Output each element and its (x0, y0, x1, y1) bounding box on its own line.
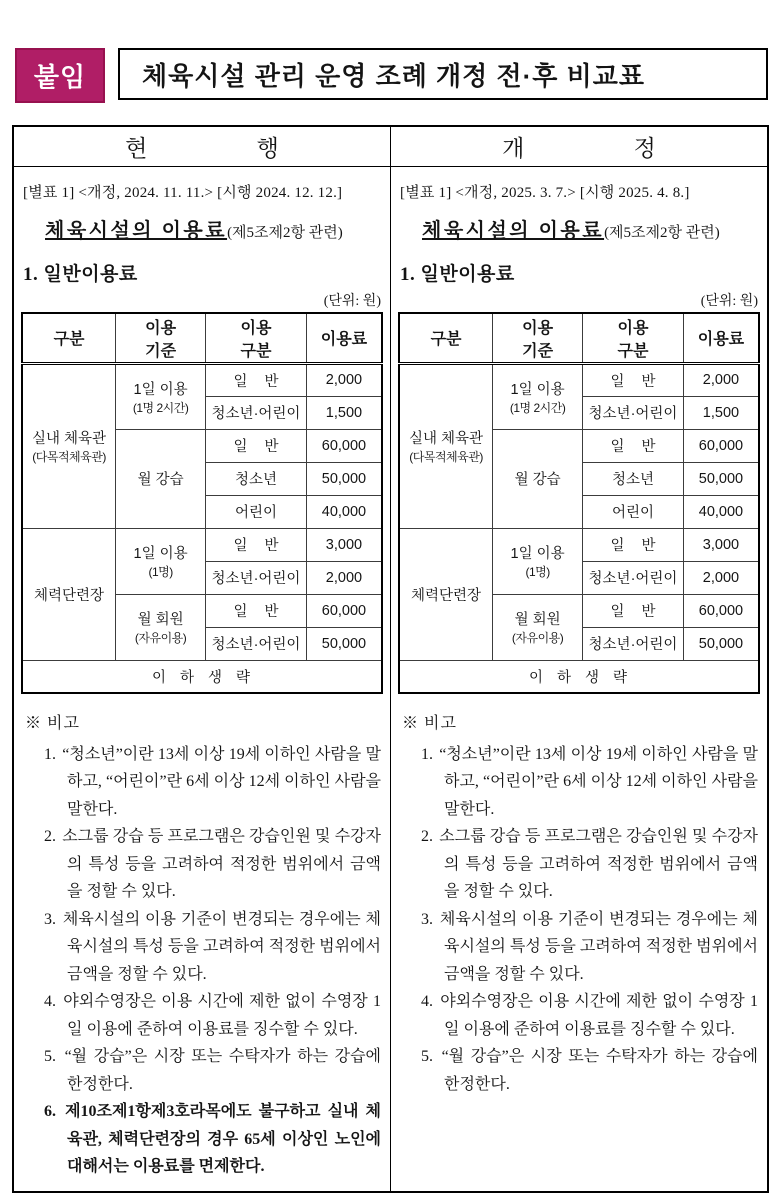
note-item: 4. 야외수영장은 이용 시간에 제한 없이 수영장 1일 이용에 준하여 이용료를 징수할 수 있다. (44, 993, 382, 1038)
fee-cell: 50,000 (683, 462, 759, 495)
omission-cell: 이 하 생 략 (399, 660, 759, 693)
revised-column-header: 개 정 (391, 126, 769, 166)
note-item: 2. 소그룹 강습 등 프로그램은 강습인원 및 수강자의 특성 등을 고려하여 적정한 범위에서 금액을 정할 수 있다. (421, 828, 759, 901)
current-column (13, 166, 391, 1192)
note-item: 5. “월 강습”은 시장 또는 수탁자가 하는 강습에 한정한다. (44, 1048, 381, 1093)
usertype-cell: 청소년 (583, 462, 684, 495)
fee-schedule-title-text: 체육시설의 이용료 (422, 219, 605, 242)
revision-meta: [별표 1] <개정, 2025. 3. 7.> [시행 2025. 4. 8.] (400, 184, 690, 201)
note-item: 4. 야외수영장은 이용 시간에 제한 없이 수영장 1일 이용에 준하여 이용료를 징수할 수 있다. (421, 993, 759, 1038)
fee-cell: 1,500 (306, 396, 382, 429)
usertype-cell: 일 반 (583, 594, 684, 627)
fee-cell: 2,000 (306, 561, 382, 594)
basis-cell: 월 강습 (116, 429, 206, 528)
note-item: 5. “월 강습”은 시장 또는 수탁자가 하는 강습에 한정한다. (421, 1048, 758, 1093)
note-item: 2. 소그룹 강습 등 프로그램은 강습인원 및 수강자의 특성 등을 고려하여 적정한 범위에서 금액을 정할 수 있다. (44, 828, 382, 901)
fee-cell: 60,000 (683, 594, 759, 627)
fee-cell: 40,000 (306, 495, 382, 528)
usertype-cell: 청소년·어린이 (583, 561, 684, 594)
page-title-box (118, 48, 768, 100)
fee-cell: 50,000 (683, 627, 759, 660)
notes-title: ※ 비고 (25, 715, 80, 732)
page-title: 체육시설 관리 운영 조례 개정 전·후 비교표 (142, 60, 645, 91)
usertype-cell: 청소년·어린이 (206, 627, 307, 660)
section-heading: 1. 일반이용료 (23, 263, 138, 285)
col-header-usertype: 이용 구분 (206, 313, 307, 364)
notes-section (402, 710, 758, 1098)
fee-schedule-title (45, 214, 383, 243)
fee-cell: 60,000 (306, 429, 382, 462)
section-heading: 1. 일반이용료 (400, 263, 515, 285)
fee-schedule-title-ref: (제5조제2항 관련) (604, 224, 720, 241)
basis-cell: 1일 이용 (1명) (493, 528, 583, 594)
note-item: 3. 체육시설의 이용 기준이 변경되는 경우에는 체육시설의 특성 등을 고려하여 적정한 범위에서 금액을 정할 수 있다. (421, 910, 758, 983)
omission-row (399, 660, 759, 693)
basis-cell: 1일 이용 (1명) (116, 528, 206, 594)
fee-table-header-row (399, 313, 759, 364)
category-cell: 실내 체육관 (다목적체육관) (22, 363, 116, 528)
fee-schedule-title (422, 214, 760, 243)
category-cell: 체력단련장 (399, 528, 493, 660)
usertype-cell: 청소년·어린이 (583, 396, 684, 429)
usertype-cell: 일 반 (583, 429, 684, 462)
table-row (399, 363, 759, 396)
basis-cell: 월 강습 (493, 429, 583, 528)
category-cell: 체력단련장 (22, 528, 116, 660)
document-header (15, 48, 768, 103)
note-item: 1. “청소년”이란 13세 이상 19세 이하인 사람을 말하고, “어린이”란 6세 이상 12세 이하인 사람을 말한다. (421, 745, 759, 818)
fee-schedule-title-text: 체육시설의 이용료 (45, 219, 228, 242)
comparison-header-row (13, 126, 768, 166)
note-item: 3. 체육시설의 이용 기준이 변경되는 경우에는 체육시설의 특성 등을 고려하여 적정한 범위에서 금액을 정할 수 있다. (44, 910, 381, 983)
col-header-fee: 이용료 (306, 313, 382, 364)
omission-cell: 이 하 생 략 (22, 660, 382, 693)
fee-cell: 40,000 (683, 495, 759, 528)
usertype-cell: 청소년·어린이 (206, 396, 307, 429)
current-column-header: 현 행 (13, 126, 391, 166)
usertype-cell: 일 반 (583, 363, 684, 396)
fee-cell: 50,000 (306, 462, 382, 495)
col-header-basis: 이용 기준 (116, 313, 206, 364)
unit-label: (단위: 원) (323, 293, 381, 309)
col-header-category: 구분 (399, 313, 493, 364)
fee-cell: 60,000 (306, 594, 382, 627)
fee-table (398, 312, 760, 695)
omission-row (22, 660, 382, 693)
col-header-basis: 이용 기준 (493, 313, 583, 364)
usertype-cell: 일 반 (206, 528, 307, 561)
basis-cell: 월 회원 (자유이용) (116, 594, 206, 660)
col-header-category: 구분 (22, 313, 116, 364)
usertype-cell: 일 반 (206, 363, 307, 396)
table-row (22, 528, 382, 561)
fee-cell: 60,000 (683, 429, 759, 462)
fee-table (21, 312, 383, 695)
comparison-table (12, 125, 769, 1193)
usertype-cell: 청소년 (206, 462, 307, 495)
usertype-cell: 어린이 (583, 495, 684, 528)
notes-title: ※ 비고 (402, 715, 457, 732)
fee-cell: 3,000 (306, 528, 382, 561)
usertype-cell: 어린이 (206, 495, 307, 528)
col-header-fee: 이용료 (683, 313, 759, 364)
usertype-cell: 일 반 (206, 594, 307, 627)
usertype-cell: 일 반 (206, 429, 307, 462)
basis-cell: 월 회원 (자유이용) (493, 594, 583, 660)
category-cell: 실내 체육관 (다목적체육관) (399, 363, 493, 528)
basis-cell: 1일 이용 (1명 2시간) (116, 363, 206, 429)
basis-cell: 1일 이용 (1명 2시간) (493, 363, 583, 429)
fee-cell: 3,000 (683, 528, 759, 561)
revised-column (391, 166, 769, 1192)
note-item: 1. “청소년”이란 13세 이상 19세 이하인 사람을 말하고, “어린이”란 6세 이상 12세 이하인 사람을 말한다. (44, 745, 382, 818)
fee-table-header-row (22, 313, 382, 364)
fee-cell: 2,000 (683, 363, 759, 396)
fee-cell: 50,000 (306, 627, 382, 660)
fee-cell: 1,500 (683, 396, 759, 429)
table-row (399, 528, 759, 561)
fee-schedule-title-ref: (제5조제2항 관련) (227, 224, 343, 241)
fee-cell: 2,000 (683, 561, 759, 594)
table-row (22, 363, 382, 396)
attachment-badge: 붙임 (15, 48, 105, 103)
usertype-cell: 청소년·어린이 (583, 627, 684, 660)
usertype-cell: 청소년·어린이 (206, 561, 307, 594)
fee-cell: 2,000 (306, 363, 382, 396)
revision-meta: [별표 1] <개정, 2024. 11. 11.> [시행 2024. 12. 12.] (23, 184, 343, 201)
note-item-highlighted: 6. 제10조제1항제3호라목에도 불구하고 실내 체육관, 체력단련장의 경우 65세 이상인 노인에 대해서는 이용료를 면제한다. (44, 1103, 381, 1176)
usertype-cell: 일 반 (583, 528, 684, 561)
unit-label: (단위: 원) (700, 293, 758, 309)
notes-section (25, 710, 381, 1181)
col-header-usertype: 이용 구분 (583, 313, 684, 364)
